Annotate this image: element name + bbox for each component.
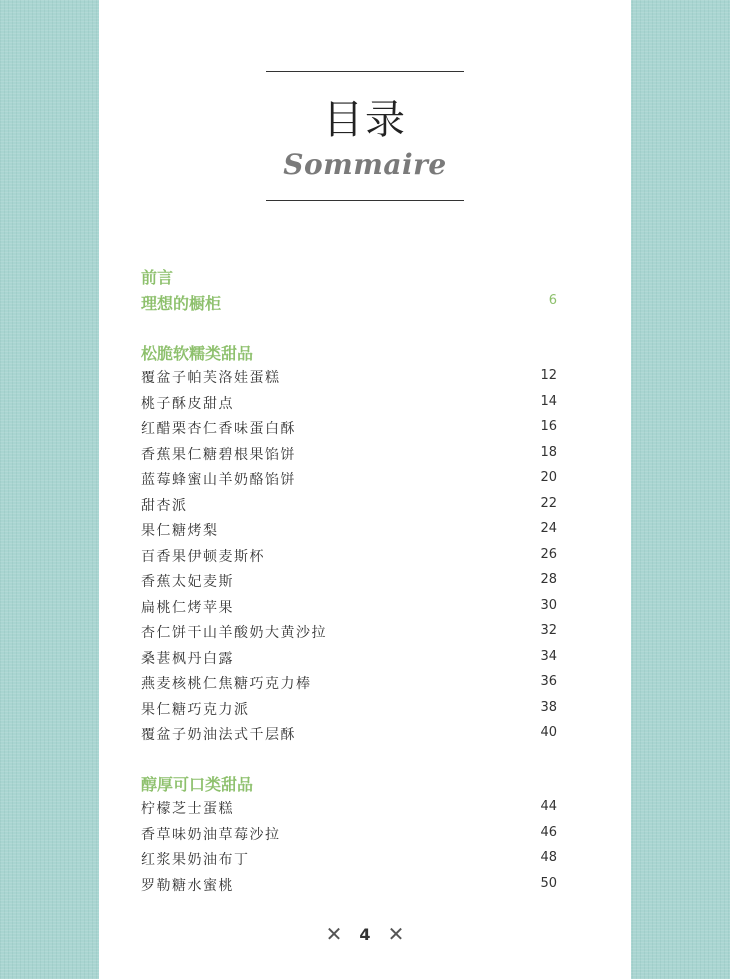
toc-entry[interactable]	[141, 469, 557, 489]
toc-entry-page: 18	[540, 444, 557, 460]
toc-entry-page: 22	[540, 495, 557, 511]
toc-entry[interactable]	[141, 824, 557, 844]
toc-entry-page: 14	[540, 393, 557, 409]
toc-entry-label: 百香果伊顿麦斯杯	[141, 548, 265, 565]
toc-entry-page: 12	[540, 368, 557, 383]
toc-entry-label: 桃子酥皮甜点	[141, 395, 234, 412]
toc-entry[interactable]	[141, 597, 557, 617]
toc-entry-label: 覆盆子帕芙洛娃蛋糕	[141, 370, 281, 386]
toc-entry-page: 30	[540, 597, 557, 613]
intro-entry[interactable]	[141, 291, 557, 313]
toc-entry-page: 36	[540, 674, 557, 689]
toc-entry[interactable]	[141, 520, 557, 540]
toc-entry-label: 扁桃仁烤苹果	[141, 599, 234, 616]
toc-entry-page: 20	[540, 470, 557, 485]
toc-entry[interactable]	[141, 444, 557, 464]
toc-entry[interactable]	[141, 798, 557, 818]
toc-entry[interactable]	[141, 875, 557, 895]
toc-entry[interactable]	[141, 393, 557, 413]
bottom-rule	[266, 200, 464, 201]
toc-entry-label: 甜杏派	[141, 497, 188, 514]
toc-entry[interactable]	[141, 622, 557, 642]
toc-entry[interactable]	[141, 849, 557, 869]
toc-entry-label: 果仁糖烤梨	[141, 523, 219, 539]
toc-entry[interactable]	[141, 648, 557, 668]
toc-entry[interactable]	[141, 699, 557, 719]
toc-entry-label: 罗勒糖水蜜桃	[141, 877, 234, 894]
page-subtitle: Sommaire	[283, 148, 447, 181]
page-number: 4	[359, 924, 371, 944]
toc-entry-label: 香草味奶油草莓沙拉	[141, 826, 281, 843]
section1-heading: 松脆软糯类甜品	[141, 344, 254, 363]
toc-entry-page: 46	[540, 824, 557, 840]
right-cross-ornament: ✕	[387, 922, 405, 946]
toc-entry-page: 28	[540, 572, 557, 587]
toc-entry[interactable]	[141, 495, 557, 515]
intro-heading: 前言	[141, 268, 174, 287]
intro-entry-label: 理想的橱柜	[141, 294, 222, 313]
toc-entry-label: 香蕉果仁糖碧根果馅饼	[141, 446, 296, 463]
toc-entry[interactable]	[141, 724, 557, 744]
toc-entry[interactable]	[141, 546, 557, 566]
toc-entry-page: 32	[540, 623, 557, 638]
toc-entry-page: 40	[540, 725, 557, 740]
toc-entry-label: 杏仁饼干山羊酸奶大黄沙拉	[141, 625, 327, 641]
toc-entry-label: 果仁糖巧克力派	[141, 701, 250, 718]
toc-entry[interactable]	[141, 673, 557, 693]
toc-entry-label: 覆盆子奶油法式千层酥	[141, 727, 296, 743]
book-page	[99, 0, 631, 979]
toc-entry-label: 红醋栗杏仁香味蛋白酥	[141, 421, 296, 437]
top-rule	[266, 71, 464, 72]
toc-entry-page: 16	[540, 419, 557, 434]
toc-entry[interactable]	[141, 571, 557, 591]
toc-entry[interactable]	[141, 367, 557, 387]
toc-entry-page: 34	[540, 648, 557, 664]
toc-entry-page: 26	[540, 546, 557, 562]
toc-entry-label: 柠檬芝士蛋糕	[141, 801, 234, 817]
toc-entry-page: 38	[540, 699, 557, 715]
toc-entry-page: 44	[540, 799, 557, 814]
toc-entry-label: 香蕉太妃麦斯	[141, 574, 234, 590]
page-footer	[99, 922, 631, 946]
toc-entry-label: 红浆果奶油布丁	[141, 852, 250, 868]
intro-entry-page: 6	[548, 293, 557, 308]
left-cross-ornament: ✕	[325, 922, 343, 946]
toc-entry-label: 桑葚枫丹白露	[141, 650, 234, 667]
toc-entry-page: 50	[540, 875, 557, 891]
page-title: 目录	[323, 97, 407, 143]
toc-entry-label: 燕麦核桃仁焦糖巧克力棒	[141, 676, 312, 692]
section2-heading: 醇厚可口类甜品	[141, 775, 254, 794]
toc-entry-page: 48	[540, 850, 557, 865]
toc-entry[interactable]	[141, 418, 557, 438]
toc-entry-label: 蓝莓蜂蜜山羊奶酪馅饼	[141, 472, 296, 488]
toc-entry-page: 24	[540, 521, 557, 536]
